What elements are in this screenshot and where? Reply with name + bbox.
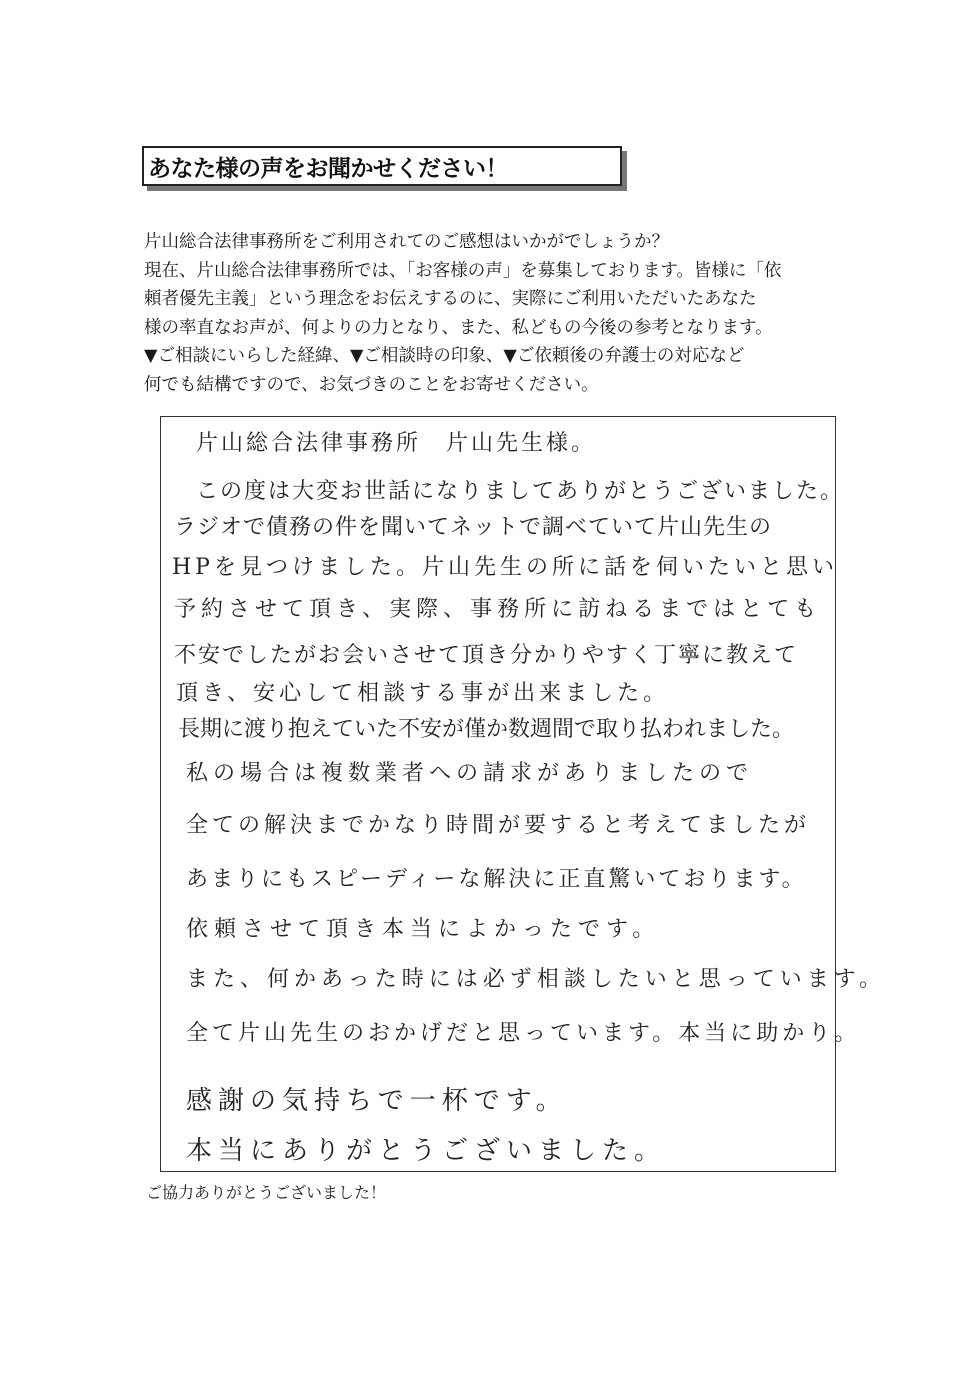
letter-line: 頂き、安心して相談する事が出来ました。 bbox=[176, 681, 670, 706]
intro-line: 現在、片山総合法律事務所では、「お客様の声」を募集しております。皆様に「依 bbox=[144, 260, 782, 281]
intro-line: 頼者優先主義」という理念をお伝えするのに、実際にご利用いただいたあなた bbox=[144, 289, 757, 309]
intro-line: 片山総合法律事務所をご利用されてのご感想はいかがでしょうか？ bbox=[144, 232, 669, 252]
letter-line: 予約させて頂き、実際、事務所に訪ねるまではとても bbox=[174, 597, 822, 622]
letter-line: この度は大変お世話になりましてありがとうございました。 bbox=[196, 479, 845, 504]
letter-line: 感謝の気持ちで一杯です。 bbox=[186, 1086, 568, 1116]
intro-line: 様の率直なお声が、何よりの力となり、また、私どもの今後の参考となります。 bbox=[144, 317, 773, 338]
intro-paragraph bbox=[144, 228, 884, 399]
letter-line: HPを見つけました。片山先生の所に話を伺いたいと思い bbox=[172, 555, 838, 580]
letter-line: 全ての解決までかなり時間が要すると考えてましたが bbox=[186, 813, 811, 838]
letter-line: 全て片山先生のおかげだと思っています。本当に助かり。 bbox=[186, 1021, 861, 1046]
letter-line: 私の場合は複数業者への請求がありましたので bbox=[186, 761, 754, 786]
closing-thanks: ご協力ありがとうございました！ bbox=[146, 1183, 387, 1202]
letter-line: 片山総合法律事務所 片山先生様。 bbox=[196, 431, 597, 456]
letter-line: 不安でしたがお会いさせて頂き分かりやすく丁寧に教えて bbox=[174, 643, 799, 668]
letter-line: あまりにもスピーディーな解決に正直驚いております。 bbox=[186, 867, 807, 892]
intro-line: 何でも結構ですので、お気づきのことをお寄せください。 bbox=[144, 374, 599, 395]
title-box bbox=[142, 146, 622, 186]
page-title: あなた様の声をお聞かせください！ bbox=[148, 155, 508, 182]
letter-line: ラジオで債務の件を聞いてネットで調べていて片山先生の bbox=[174, 515, 773, 540]
letter-line: 本当にありがとうございました。 bbox=[186, 1136, 667, 1166]
letter-line: また、何かあった時には必ず相談したいと思っています。 bbox=[186, 967, 887, 992]
letter-line: 依頼させて頂き本当によかったです。 bbox=[186, 917, 661, 942]
intro-line: ▼ご相談にいらした経緯、▼ご相談時の印象、▼ご依頼後の弁護士の対応など bbox=[144, 346, 745, 366]
letter-line: 長期に渡り抱えていた不安が僅か数週間で取り払われました。 bbox=[178, 717, 795, 742]
